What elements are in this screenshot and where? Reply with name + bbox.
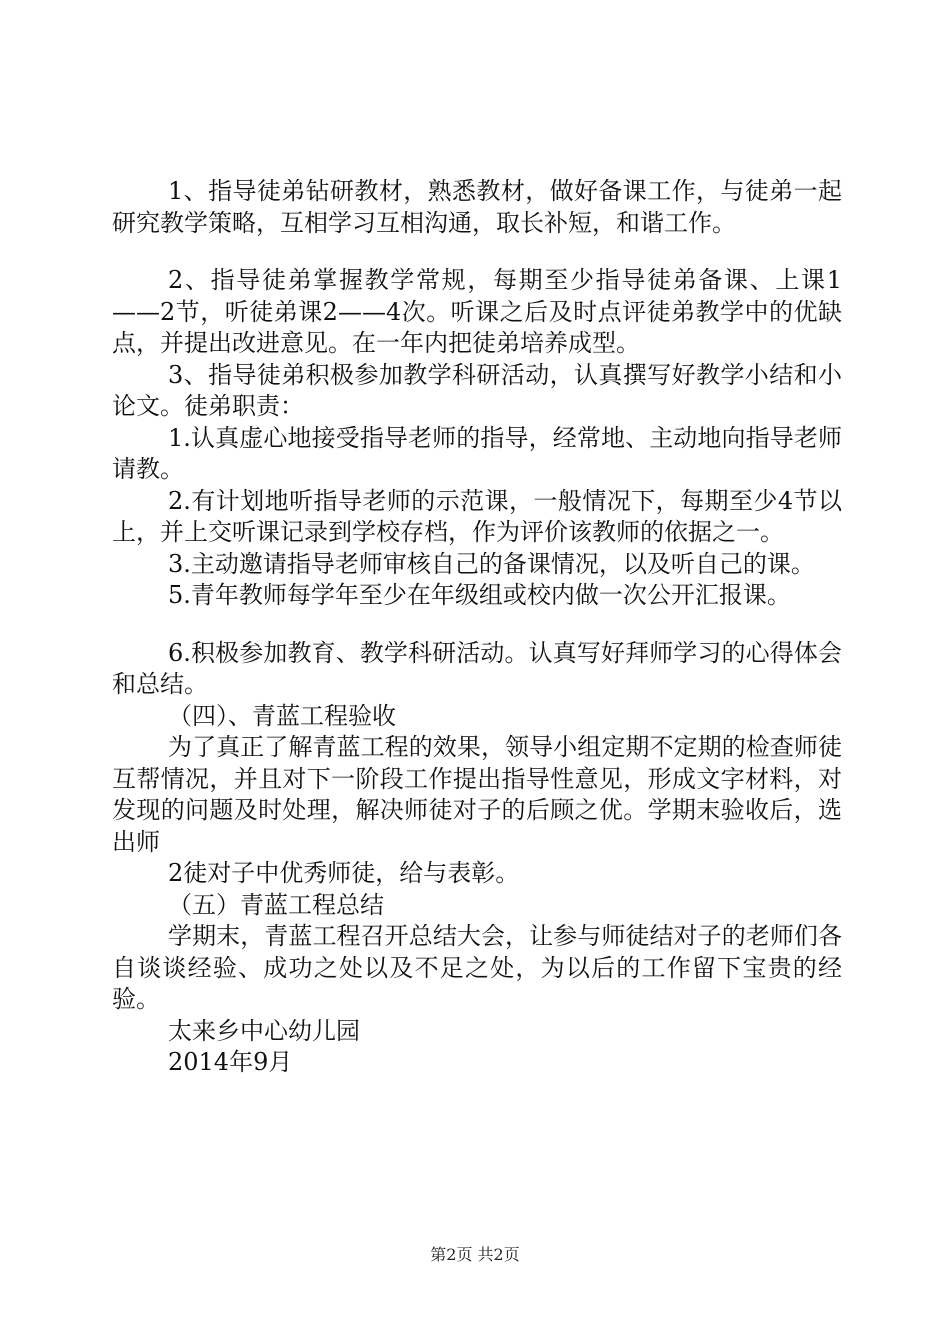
paragraph-apprentice-duty-2: 2.有计划地听指导老师的示范课，一般情况下，每期至少4节以上，并上交听课记录到学校存档，作为评价该教师的依据之一。	[112, 486, 842, 546]
paragraph-apprentice-duty-6: 6.积极参加教育、教学科研活动。认真写好拜师学习的心得体会和总结。	[112, 638, 842, 698]
paragraph-acceptance: 为了真正了解青蓝工程的效果，领导小组定期不定期的检查师徒互帮情况，并且对下一阶段工作提出指导性意见，形成文字材料，对发现的问题及时处理，解决师徒对子的后顾之优。学期末验收后，选出师	[112, 733, 842, 856]
signature-organization: 太来乡中心幼儿园	[168, 1016, 360, 1045]
paragraph-summary: 学期末，青蓝工程召开总结大会，让参与师徒结对子的老师们各自谈谈经验、成功之处以及不足之处，为以后的工作留下宝贵的经验。	[112, 922, 842, 1013]
paragraph-guide-research: 3、指导徒弟积极参加教学科研活动，认真撰写好教学小结和小论文。徒弟职责：	[112, 360, 842, 420]
paragraph-apprentice-duty-5: 5.青年教师每学年至少在年级组或校内做一次公开汇报课。	[168, 581, 791, 609]
signature-date: 2014年9月	[168, 1048, 293, 1076]
document-body	[112, 176, 842, 1079]
paragraph-gap	[112, 612, 842, 638]
paragraph-apprentice-duty-1: 1.认真虚心地接受指导老师的指导，经常地、主动地向指导老师请教。	[112, 423, 842, 483]
paragraph-guide-study-materials: 1、指导徒弟钻研教材，熟悉教材，做好备课工作，与徒弟一起研究教学策略，互相学习互相沟通，取长补短，和谐工作。	[112, 177, 842, 237]
paragraph-apprentice-duty-3: 3.主动邀请指导老师审核自己的备课情况，以及听自己的课。	[168, 549, 815, 578]
section-heading-acceptance: （四）、青蓝工程验收	[168, 701, 396, 730]
page-number-footer: 第2页 共2页	[430, 1245, 520, 1264]
paragraph-commendation: 2徒对子中优秀师徒，给与表彰。	[168, 859, 520, 887]
paragraph-gap	[112, 239, 842, 265]
paragraph-guide-teaching-routine: 2、指导徒弟掌握教学常规，每期至少指导徒弟备课、上课1——2节，听徒弟课2——4次。听课之后及时点评徒弟教学中的优缺点，并提出改进意见。在一年内把徒弟培养成型。	[112, 266, 842, 357]
section-heading-summary: （五）青蓝工程总结	[168, 890, 384, 919]
